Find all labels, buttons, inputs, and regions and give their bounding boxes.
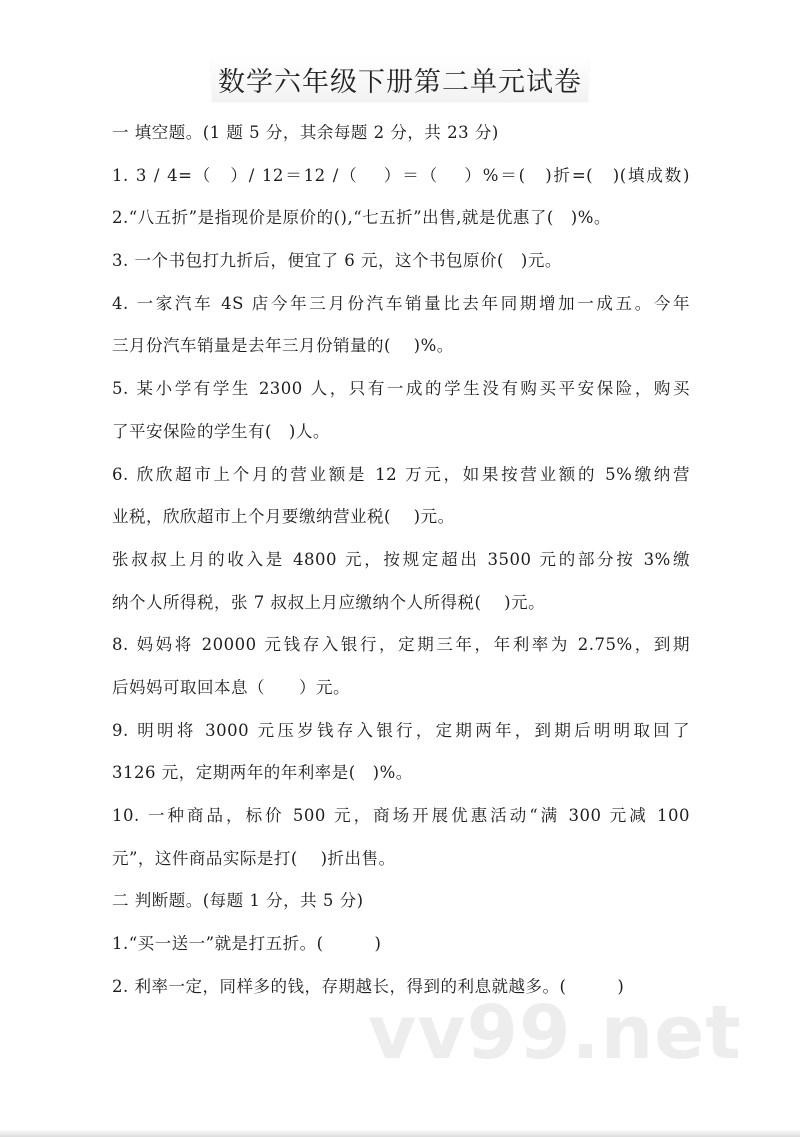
question-line: 4. 一家汽车 4S 店今年三月份汽车销量比去年同期增加一成五。今年 <box>112 293 690 313</box>
question-line: 三月份汽车销量是去年三月份销量的( )%。 <box>112 336 454 356</box>
page-title: 数学六年级下册第二单元试卷 <box>212 58 588 101</box>
question-line: 3. 一个书包打九折后，便宜了 6 元，这个书包原价( )元。 <box>112 251 562 271</box>
question-line: 8. 妈妈将 20000 元钱存入银行，定期三年，年利率为 2.75%，到期 <box>112 635 690 655</box>
question-line: 6. 欣欣超市上个月的营业额是 12 万元，如果按营业额的 5%缴纳营 <box>112 464 690 484</box>
question-line: 1. 3 / 4=（ ）/ 12＝12 /（ ）＝（ ）%＝( )折=( )(填成数) <box>112 165 690 185</box>
question-lines <box>112 118 690 1014</box>
question-line: 业税，欣欣超市上个月要缴纳营业税( )元。 <box>112 507 455 527</box>
question-line: 2. 利率一定，同样多的钱，存期越长，得到的利息就越多。( ) <box>112 976 625 996</box>
question-line: 9. 明明将 3000 元压岁钱存入银行，定期两年，到期后明明取回了 <box>112 720 690 740</box>
question-line: 2.“八五折”是指现价是原价的(),“七五折”出售,就是优惠了( )%。 <box>112 208 611 228</box>
question-line: 了平安保险的学生有( )人。 <box>112 421 330 441</box>
question-line: 3126 元，定期两年的年利率是( )%。 <box>112 763 413 783</box>
question-line: 纳个人所得税，张 7 叔叔上月应缴纳个人所得税( )元。 <box>112 592 546 612</box>
question-line: 元”，这件商品实际是打( )折出售。 <box>112 848 396 868</box>
section-heading-true-false: 二 判断题。(每题 1 分，共 5 分) <box>112 891 364 911</box>
question-line: 张叔叔上月的收入是 4800 元，按规定超出 3500 元的部分按 3%缴 <box>112 549 690 569</box>
page-bottom-edge <box>0 1129 800 1137</box>
section-heading-fill-blank: 一 填空题。(1 题 5 分，其余每题 2 分，共 23 分) <box>112 123 499 142</box>
question-line: 1.“买一送一”就是打五折。( ) <box>112 934 382 954</box>
watermark: vv99.net <box>368 990 742 1076</box>
title-area <box>0 58 800 101</box>
question-line: 5. 某小学有学生 2300 人，只有一成的学生没有购买平安保险，购买 <box>112 379 690 399</box>
question-line: 10. 一种商品，标价 500 元，商场开展优惠活动“满 300 元减 100 <box>112 806 690 825</box>
question-line: 后妈妈可取回本息（ ）元。 <box>112 677 350 697</box>
